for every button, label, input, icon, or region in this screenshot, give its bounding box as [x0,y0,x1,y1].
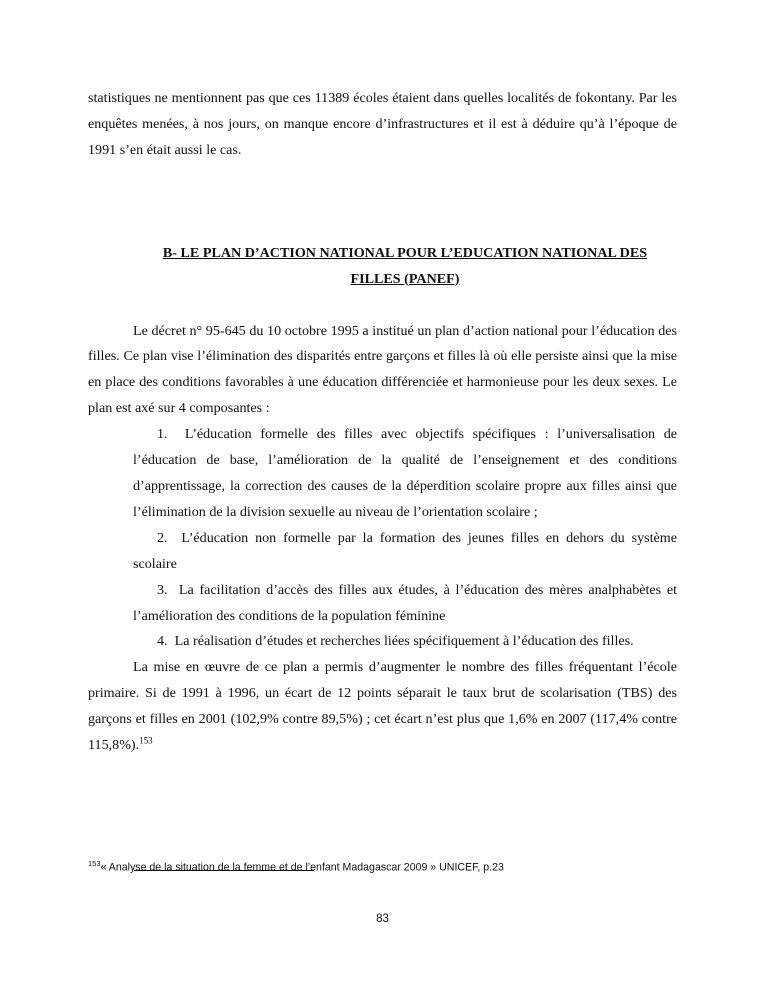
section-heading [133,241,677,293]
page-body [88,86,677,759]
list-item-text: La réalisation d’études et recherches liées spécifiquement à l’éducation des filles. [174,633,634,650]
list-item-number: 1. [157,426,168,443]
list-item-number: 2. [157,529,168,546]
list-item-text: L’éducation non formelle par la formation des jeunes filles en dehors du système scolaire [133,529,678,572]
list-item-number: 3. [157,581,168,598]
footnote-reference[interactable]: 153 [139,735,153,746]
decree-paragraph: Le décret n° 95-645 du 10 octobre 1995 a institué un plan d’action national pour l’éducation des filles. Ce plan vise l’élimination des disparités entre garçons et filles là où elle persiste ainsi que la mise en place des conditions favorables à une éducation différenciée et harmonieuse pour les deux sexes. Le plan est axé sur 4 composantes : [88,322,677,417]
components-list [88,422,677,655]
footnote [88,859,504,874]
results-text: La mise en œuvre de ce plan a permis d’augmenter le nombre des filles fréquentant l’école primaire. Si de 1991 à 1996, un écart de 12 points séparait le taux brut de scolarisation (TBS) des garçons et filles en 2001 (102,9% contre 89,5%) ; cet écart n’est plus que 1,6% en 2007 (117,4% contre 115,8%). [88,659,677,754]
spacer [88,164,677,241]
page-number: 83 [376,913,389,925]
results-paragraph [88,655,677,759]
intro-paragraph: statistiques ne mentionnent pas que ces 11389 écoles étaient dans quelles localités de fokontany. Par les enquêtes menées, à nos jours, on manque encore d’infrastructures et il est à déduire qu’à l’époque de 1991 s’en était aussi le cas. [88,90,677,158]
list-item [133,578,677,630]
list-item-text: L’éducation formelle des filles avec objectifs spécifiques : l’universalisation de l’éducation de base, l’amélioration de la qualité de l’enseignement et des conditions d’apprentissage, la correction des causes de la déperdition scolaire propre aux filles ainsi que l’élimination de la division sexuelle au niveau de l’orientation scolaire ; [133,426,677,520]
section-heading-line-1: B- LE PLAN D’ACTION NATIONAL POUR L’EDUCATION NATIONAL DES [162,244,648,261]
spacer [88,293,677,319]
list-item-text: La facilitation d’accès des filles aux études, à l’éducation des mères analphabètes et l’amélioration des conditions de la population féminine [133,581,678,624]
section-heading-line-2: FILLES (PANEF) [350,270,460,287]
footnote-text: « Analyse de la situation de la femme et de l’enfant Madagascar 2009 » UNICEF, p.23 [100,861,504,874]
list-item-number: 4. [157,633,168,650]
footnote-mark: 153 [88,859,101,868]
list-item [133,422,677,526]
list-item [133,526,677,578]
list-item [133,629,677,655]
